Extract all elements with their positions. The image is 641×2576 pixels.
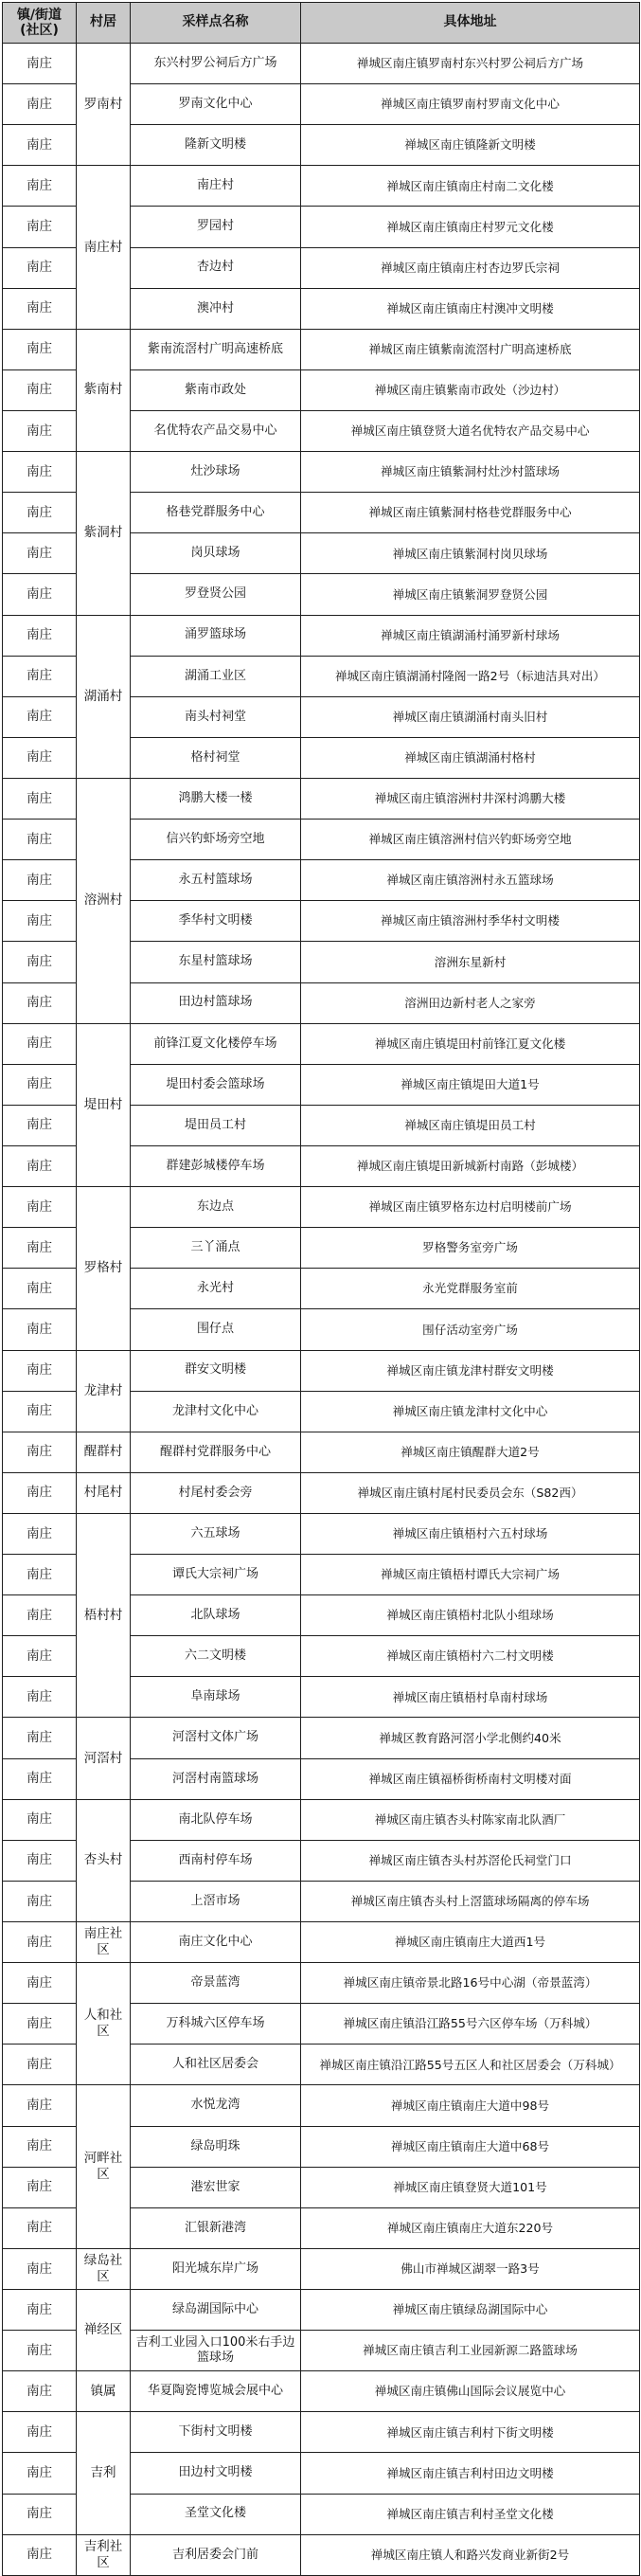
address-cell: 禅城区南庄镇吉利村田边文明楼: [301, 2453, 640, 2494]
site-name-cell: 南庄文化中心: [131, 1922, 301, 1963]
town-cell: 南庄: [3, 2371, 77, 2412]
site-name-cell: 湖涌工业区: [131, 656, 301, 696]
town-cell: 南庄: [3, 2004, 77, 2045]
table-row: [3, 452, 640, 493]
address-cell: 禅城区南庄镇沿江路55号五区人和社区居委会（万科城）: [301, 2045, 640, 2085]
town-cell: 南庄: [3, 2085, 77, 2126]
town-cell: 南庄: [3, 125, 77, 166]
address-cell: 禅城区南庄镇龙津村文化中心: [301, 1391, 640, 1432]
town-cell: 南庄: [3, 247, 77, 288]
table-row: [3, 1350, 640, 1391]
site-name-cell: 南头村祠堂: [131, 696, 301, 737]
site-name-cell: 群建彭城楼停车场: [131, 1145, 301, 1186]
town-cell: 南庄: [3, 1432, 77, 1472]
town-cell: 南庄: [3, 410, 77, 451]
site-name-cell: 前锋江夏文化楼停车场: [131, 1023, 301, 1064]
site-name-cell: 河滘村文体广场: [131, 1718, 301, 1758]
site-name-cell: 吉利居委会门前: [131, 2534, 301, 2575]
site-name-cell: 灶沙球场: [131, 452, 301, 493]
table-row: [3, 1513, 640, 1554]
town-cell: 南庄: [3, 166, 77, 207]
table-row: [3, 1023, 640, 1064]
address-cell: 禅城区南庄镇南庄村罗元文化楼: [301, 207, 640, 247]
table-row: [3, 329, 640, 369]
town-cell: 南庄: [3, 2290, 77, 2331]
site-name-cell: 水悦龙湾: [131, 2085, 301, 2126]
address-cell: 禅城区南庄镇沿江路55号六区停车场（万科城）: [301, 2004, 640, 2045]
village-cell: 镇属: [77, 2371, 131, 2412]
town-cell: 南庄: [3, 2045, 77, 2085]
site-name-cell: 罗园村: [131, 207, 301, 247]
address-cell: 溶洲田边新村老人之家旁: [301, 982, 640, 1023]
site-name-cell: 紫南流滘村广明高速桥底: [131, 329, 301, 369]
site-name-cell: 北队球场: [131, 1595, 301, 1636]
town-cell: 南庄: [3, 982, 77, 1023]
address-cell: 禅城区南庄镇登贤大道101号: [301, 2167, 640, 2207]
site-name-cell: 阳光城东岸广场: [131, 2248, 301, 2289]
town-cell: 南庄: [3, 1677, 77, 1718]
town-cell: 南庄: [3, 737, 77, 778]
town-cell: 南庄: [3, 1799, 77, 1840]
town-cell: 南庄: [3, 1963, 77, 2004]
site-name-cell: 澳冲村: [131, 288, 301, 329]
site-name-cell: 杏边村: [131, 247, 301, 288]
village-cell: 吉利社区: [77, 2534, 131, 2575]
table-row: [3, 2371, 640, 2412]
table-row: [3, 2248, 640, 2289]
town-cell: 南庄: [3, 2453, 77, 2494]
village-cell: 溶洲村: [77, 778, 131, 1023]
address-cell: 禅城区南庄镇紫洞村灶沙村篮球场: [301, 452, 640, 493]
town-cell: 南庄: [3, 1105, 77, 1145]
town-cell: 南庄: [3, 44, 77, 84]
address-cell: 罗格警务室旁广场: [301, 1228, 640, 1269]
site-name-cell: 名优特农产品交易中心: [131, 410, 301, 451]
address-cell: 禅城区南庄镇吉利村圣堂文化楼: [301, 2494, 640, 2534]
address-cell: 禅城区南庄镇罗南村罗南文化中心: [301, 84, 640, 125]
address-cell: 禅城区南庄镇堤田村前锋江夏文化楼: [301, 1023, 640, 1064]
town-cell: 南庄: [3, 1472, 77, 1513]
address-cell: 禅城区南庄镇紫南流滘村广明高速桥底: [301, 329, 640, 369]
site-name-cell: 华夏陶瓷博览城会展中心: [131, 2371, 301, 2412]
site-name-cell: 村尾村委会旁: [131, 1472, 301, 1513]
town-cell: 南庄: [3, 860, 77, 901]
address-cell: 禅城区南庄镇湖涌村南头旧村: [301, 696, 640, 737]
address-cell: 禅城区南庄镇梧村谭氏大宗祠广场: [301, 1555, 640, 1595]
town-cell: 南庄: [3, 1595, 77, 1636]
address-cell: 禅城区南庄镇福桥街桥南村文明楼对面: [301, 1758, 640, 1799]
town-cell: 南庄: [3, 901, 77, 942]
site-name-cell: 信兴钓虾场旁空地: [131, 820, 301, 860]
village-cell: 龙津村: [77, 1350, 131, 1432]
address-cell: 禅城区南庄镇溶洲村井深村鸿鹏大楼: [301, 778, 640, 819]
site-name-cell: 围仔点: [131, 1309, 301, 1350]
address-cell: 禅城区南庄镇绿岛湖国际中心: [301, 2290, 640, 2331]
site-name-cell: 格村祠堂: [131, 737, 301, 778]
table-row: [3, 166, 640, 207]
village-cell: 紫南村: [77, 329, 131, 451]
village-cell: 人和社区: [77, 1963, 131, 2085]
table-row: [3, 1432, 640, 1472]
site-name-cell: 帝景蓝湾: [131, 1963, 301, 2004]
table-row: [3, 1718, 640, 1758]
address-cell: 禅城区南庄镇杏头村苏滘伦氏祠堂门口: [301, 1840, 640, 1881]
address-cell: 禅城区教育路河滘小学北侧约40米: [301, 1718, 640, 1758]
address-cell: 禅城区南庄镇罗格东边村启明楼前广场: [301, 1187, 640, 1228]
town-cell: 南庄: [3, 1391, 77, 1432]
table-row: [3, 2534, 640, 2575]
village-cell: 绿岛社区: [77, 2248, 131, 2289]
address-cell: 禅城区南庄镇湖涌村隆阁一路2号（标迪洁具对出）: [301, 656, 640, 696]
village-cell: 村尾村: [77, 1472, 131, 1513]
site-name-cell: 岗贝球场: [131, 533, 301, 574]
site-name-cell: 南北队停车场: [131, 1799, 301, 1840]
town-cell: 南庄: [3, 1145, 77, 1186]
town-cell: 南庄: [3, 2534, 77, 2575]
site-name-cell: 河滘村南篮球场: [131, 1758, 301, 1799]
site-name-cell: 东边点: [131, 1187, 301, 1228]
address-cell: 禅城区南庄镇吉利村下街文明楼: [301, 2412, 640, 2453]
address-cell: 禅城区南庄镇紫洞罗登贤公园: [301, 574, 640, 615]
address-cell: 禅城区南庄镇梧村北队小组球场: [301, 1595, 640, 1636]
header-address: 具体地址: [301, 3, 640, 44]
town-cell: 南庄: [3, 493, 77, 533]
town-cell: 南庄: [3, 656, 77, 696]
town-cell: 南庄: [3, 2167, 77, 2207]
site-name-cell: 涌罗篮球场: [131, 615, 301, 656]
village-cell: 罗南村: [77, 44, 131, 166]
town-cell: 南庄: [3, 1840, 77, 1881]
table-row: [3, 2290, 640, 2331]
village-cell: 梧村村: [77, 1513, 131, 1718]
village-cell: 紫洞村: [77, 452, 131, 615]
site-name-cell: 堤田员工村: [131, 1105, 301, 1145]
town-cell: 南庄: [3, 574, 77, 615]
site-name-cell: 六五球场: [131, 1513, 301, 1554]
address-cell: 禅城区南庄镇杏头村陈家南北队酒厂: [301, 1799, 640, 1840]
address-cell: 禅城区南庄镇堤田员工村: [301, 1105, 640, 1145]
site-name-cell: 永五村篮球场: [131, 860, 301, 901]
town-cell: 南庄: [3, 1513, 77, 1554]
village-cell: 河滘村: [77, 1718, 131, 1799]
town-cell: 南庄: [3, 84, 77, 125]
address-cell: 禅城区南庄镇紫洞村格巷党群服务中心: [301, 493, 640, 533]
village-cell: 罗格村: [77, 1187, 131, 1350]
site-name-cell: 阜南球场: [131, 1677, 301, 1718]
table-row: [3, 1922, 640, 1963]
site-name-cell: 格巷党群服务中心: [131, 493, 301, 533]
town-cell: 南庄: [3, 2494, 77, 2534]
address-cell: 溶洲东星新村: [301, 942, 640, 982]
address-cell: 禅城区南庄镇罗南村东兴村罗公祠后方广场: [301, 44, 640, 84]
town-cell: 南庄: [3, 1228, 77, 1269]
site-name-cell: 绿岛明珠: [131, 2126, 301, 2167]
address-cell: 禅城区南庄镇帝景北路16号中心湖（帝景蓝湾）: [301, 1963, 640, 2004]
address-cell: 禅城区南庄镇南庄大道东220号: [301, 2207, 640, 2248]
site-name-cell: 堤田村委会篮球场: [131, 1064, 301, 1105]
address-cell: 禅城区南庄镇村尾村民委员会东（S82西）: [301, 1472, 640, 1513]
village-cell: 湖涌村: [77, 615, 131, 778]
town-cell: 南庄: [3, 2412, 77, 2453]
address-cell: 禅城区南庄镇杏头村上滘篮球场隔离的停车场: [301, 1881, 640, 1921]
table-row: [3, 1187, 640, 1228]
address-cell: 禅城区南庄镇紫洞村岗贝球场: [301, 533, 640, 574]
address-cell: 禅城区南庄镇佛山国际会议展览中心: [301, 2371, 640, 2412]
site-name-cell: 港宏世家: [131, 2167, 301, 2207]
site-name-cell: 圣堂文化楼: [131, 2494, 301, 2534]
address-cell: 禅城区南庄镇紫南市政处（沙边村）: [301, 369, 640, 410]
town-cell: 南庄: [3, 288, 77, 329]
address-cell: 禅城区南庄镇龙津村群安文明楼: [301, 1350, 640, 1391]
address-cell: 禅城区南庄镇醒群大道2号: [301, 1432, 640, 1472]
site-name-cell: 西南村停车场: [131, 1840, 301, 1881]
table-row: [3, 615, 640, 656]
town-cell: 南庄: [3, 2207, 77, 2248]
address-cell: 禅城区南庄镇梧村六五村球场: [301, 1513, 640, 1554]
address-cell: 禅城区南庄镇南庄村杏边罗氏宗祠: [301, 247, 640, 288]
site-name-cell: 人和社区居委会: [131, 2045, 301, 2085]
town-cell: 南庄: [3, 615, 77, 656]
table-header-row: [3, 3, 640, 44]
address-cell: 禅城区南庄镇溶洲村永五篮球场: [301, 860, 640, 901]
table-row: [3, 1472, 640, 1513]
town-cell: 南庄: [3, 329, 77, 369]
town-cell: 南庄: [3, 942, 77, 982]
town-cell: 南庄: [3, 1881, 77, 1921]
header-village: 村居: [77, 3, 131, 44]
address-cell: 禅城区南庄镇堤田大道1号: [301, 1064, 640, 1105]
header-site-name: 采样点名称: [131, 3, 301, 44]
address-cell: 禅城区南庄镇登贤大道名优特农产品交易中心: [301, 410, 640, 451]
site-name-cell: 汇银新港湾: [131, 2207, 301, 2248]
site-name-cell: 万科城六区停车场: [131, 2004, 301, 2045]
table-row: [3, 778, 640, 819]
site-name-cell: 下街村文明楼: [131, 2412, 301, 2453]
address-cell: 佛山市禅城区湖翠一路3号: [301, 2248, 640, 2289]
address-cell: 禅城区南庄镇南庄村澳冲文明楼: [301, 288, 640, 329]
town-cell: 南庄: [3, 1636, 77, 1677]
site-name-cell: 绿岛湖国际中心: [131, 2290, 301, 2331]
site-name-cell: 东兴村罗公祠后方广场: [131, 44, 301, 84]
site-name-cell: 东星村篮球场: [131, 942, 301, 982]
town-cell: 南庄: [3, 2126, 77, 2167]
address-cell: 禅城区南庄镇南庄大道中68号: [301, 2126, 640, 2167]
site-name-cell: 吉利工业园入口100米右手边篮球场: [131, 2331, 301, 2371]
town-cell: 南庄: [3, 533, 77, 574]
address-cell: 禅城区南庄镇南庄大道中98号: [301, 2085, 640, 2126]
town-cell: 南庄: [3, 1350, 77, 1391]
site-name-cell: 六二文明楼: [131, 1636, 301, 1677]
town-cell: 南庄: [3, 1269, 77, 1309]
address-cell: 禅城区南庄镇溶洲村季华村文明楼: [301, 901, 640, 942]
address-cell: 禅城区南庄镇南庄村南二文化楼: [301, 166, 640, 207]
town-cell: 南庄: [3, 1718, 77, 1758]
town-cell: 南庄: [3, 1758, 77, 1799]
town-cell: 南庄: [3, 1922, 77, 1963]
site-name-cell: 田边村篮球场: [131, 982, 301, 1023]
town-cell: 南庄: [3, 696, 77, 737]
address-cell: 围仔活动室旁广场: [301, 1309, 640, 1350]
address-cell: 禅城区南庄镇南庄大道西1号: [301, 1922, 640, 1963]
village-cell: 河畔社区: [77, 2085, 131, 2248]
table-row: [3, 44, 640, 84]
site-name-cell: 罗登贤公园: [131, 574, 301, 615]
address-cell: 禅城区南庄镇吉利工业园新源二路篮球场: [301, 2331, 640, 2371]
town-cell: 南庄: [3, 1555, 77, 1595]
site-name-cell: 醒群村党群服务中心: [131, 1432, 301, 1472]
site-name-cell: 南庄村: [131, 166, 301, 207]
site-name-cell: 永光村: [131, 1269, 301, 1309]
site-name-cell: 季华村文明楼: [131, 901, 301, 942]
town-cell: 南庄: [3, 1309, 77, 1350]
village-cell: 禅经区: [77, 2290, 131, 2371]
village-cell: 杏头村: [77, 1799, 131, 1921]
site-name-cell: 隆新文明楼: [131, 125, 301, 166]
town-cell: 南庄: [3, 452, 77, 493]
address-cell: 禅城区南庄镇隆新文明楼: [301, 125, 640, 166]
site-name-cell: 群安文明楼: [131, 1350, 301, 1391]
town-cell: 南庄: [3, 1064, 77, 1105]
site-name-cell: 龙津村文化中心: [131, 1391, 301, 1432]
town-cell: 南庄: [3, 820, 77, 860]
address-cell: 禅城区南庄镇梧村阜南村球场: [301, 1677, 640, 1718]
site-name-cell: 罗南文化中心: [131, 84, 301, 125]
village-cell: 南庄村: [77, 166, 131, 329]
table-row: [3, 1799, 640, 1840]
village-cell: 堤田村: [77, 1023, 131, 1186]
town-cell: 南庄: [3, 778, 77, 819]
village-cell: 醒群村: [77, 1432, 131, 1472]
address-cell: 禅城区南庄镇湖涌村涌罗新村球场: [301, 615, 640, 656]
town-cell: 南庄: [3, 1023, 77, 1064]
sampling-sites-table: [2, 2, 640, 2576]
village-cell: 南庄社区: [77, 1922, 131, 1963]
address-cell: 禅城区南庄镇人和路兴发商业新街2号: [301, 2534, 640, 2575]
town-cell: 南庄: [3, 1187, 77, 1228]
table-row: [3, 1963, 640, 2004]
site-name-cell: 鸿鹏大楼一楼: [131, 778, 301, 819]
town-cell: 南庄: [3, 2248, 77, 2289]
town-cell: 南庄: [3, 2331, 77, 2371]
header-town: 镇/街道 (社区): [3, 3, 77, 44]
table-body: [3, 44, 640, 2576]
address-cell: 禅城区南庄镇溶洲村信兴钓虾场旁空地: [301, 820, 640, 860]
table-row: [3, 2085, 640, 2126]
village-cell: 吉利: [77, 2412, 131, 2534]
site-name-cell: 上滘市场: [131, 1881, 301, 1921]
site-name-cell: 紫南市政处: [131, 369, 301, 410]
town-cell: 南庄: [3, 207, 77, 247]
site-name-cell: 三丫涌点: [131, 1228, 301, 1269]
address-cell: 禅城区南庄镇堤田新城新村南路（彭城楼）: [301, 1145, 640, 1186]
table-row: [3, 2412, 640, 2453]
site-name-cell: 田边村文明楼: [131, 2453, 301, 2494]
address-cell: 永光党群服务室前: [301, 1269, 640, 1309]
town-cell: 南庄: [3, 369, 77, 410]
address-cell: 禅城区南庄镇湖涌村格村: [301, 737, 640, 778]
site-name-cell: 谭氏大宗祠广场: [131, 1555, 301, 1595]
address-cell: 禅城区南庄镇梧村六二村文明楼: [301, 1636, 640, 1677]
